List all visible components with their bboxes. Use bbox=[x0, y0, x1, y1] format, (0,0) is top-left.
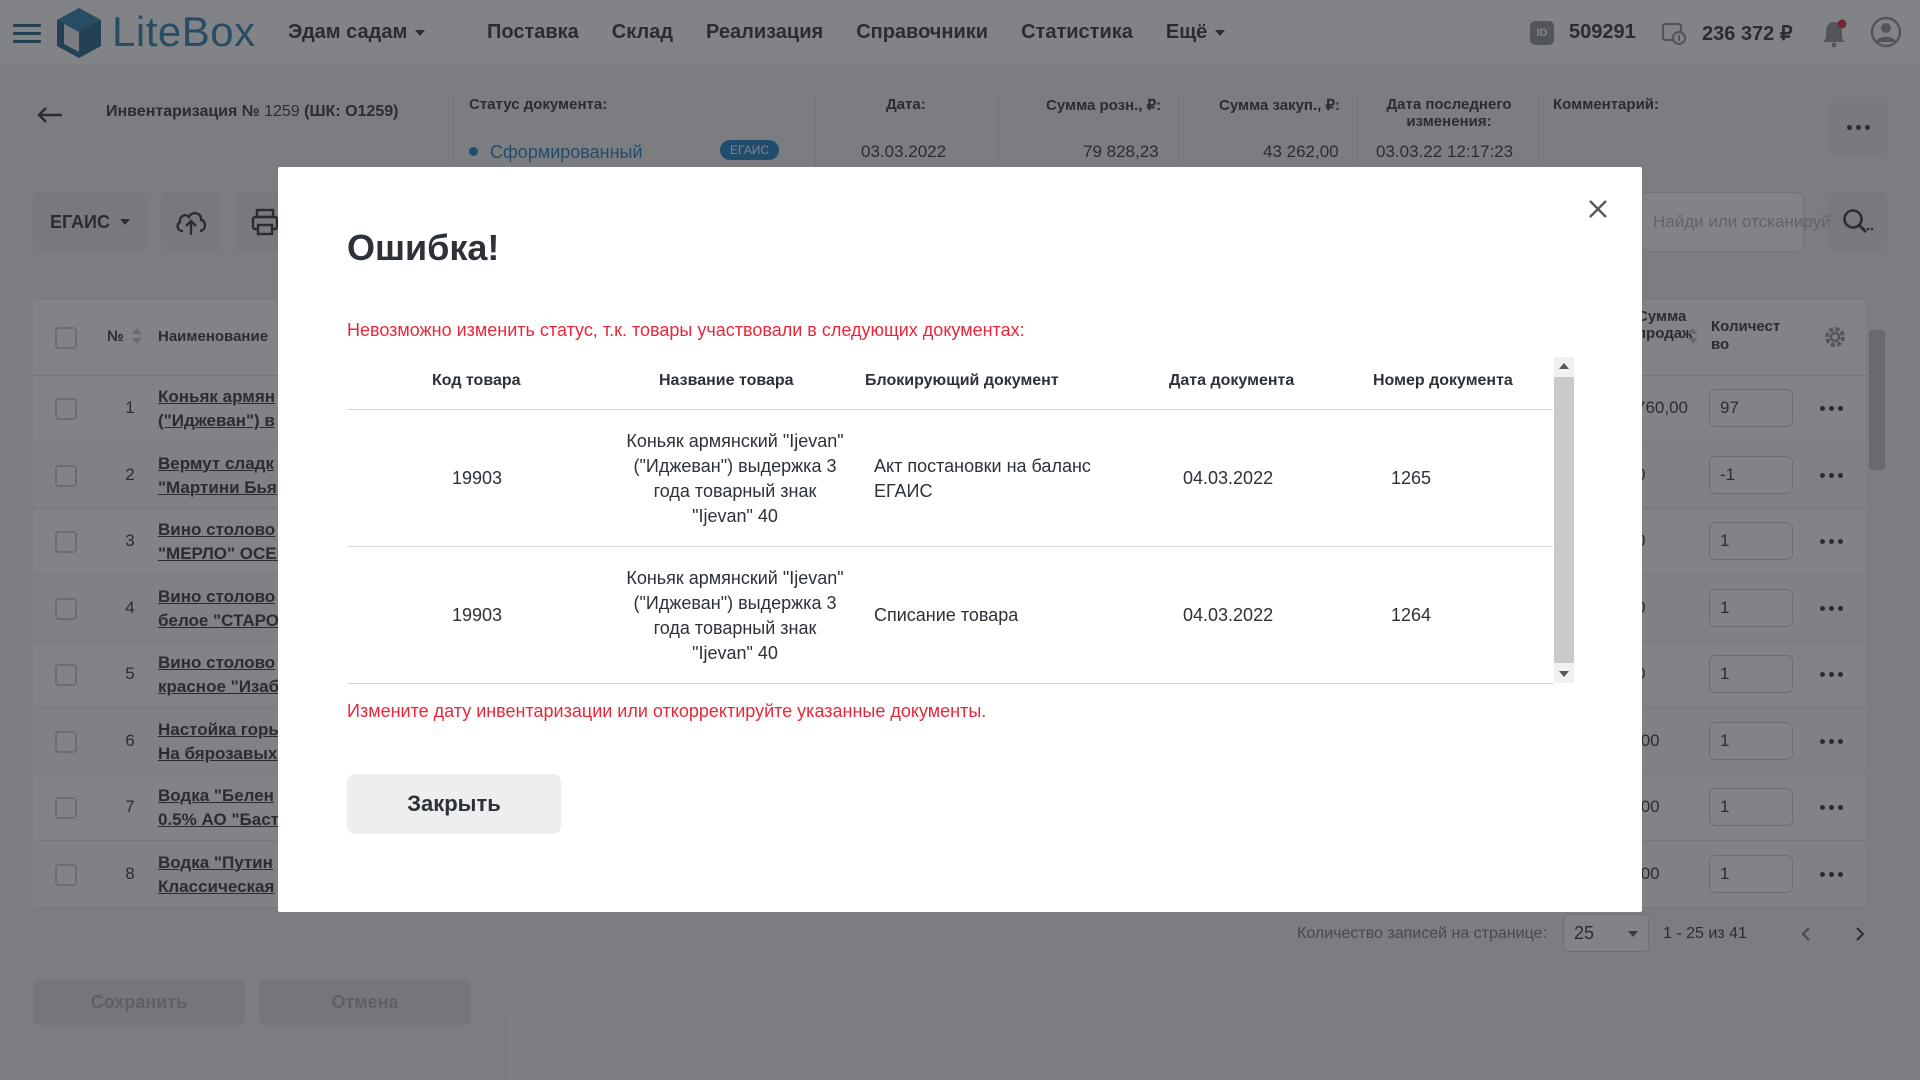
scroll-up-icon[interactable] bbox=[1559, 363, 1569, 369]
cell-blocking-document-line: ЕГАИС bbox=[874, 480, 933, 501]
cell-product-code: 19903 bbox=[451, 468, 503, 488]
error-message: Невозможно изменить статус, т.к. товары участвовали в следующих документах: bbox=[347, 320, 1025, 340]
dialog-table-scrollbar[interactable] bbox=[1554, 357, 1574, 683]
blocking-row bbox=[347, 410, 1553, 547]
close-icon[interactable] bbox=[1586, 197, 1610, 221]
cell-document-number: 1265 bbox=[1391, 468, 1432, 488]
cell-product-code: 19903 bbox=[451, 605, 503, 625]
error-dialog bbox=[278, 167, 1642, 912]
col-product-name: Название товара bbox=[659, 372, 794, 389]
cell-product-name-line: Коньяк армянский "Ijevan" bbox=[626, 567, 844, 588]
dialog-title: Ошибка! bbox=[347, 227, 500, 268]
cell-document-date: 04.03.2022 bbox=[1183, 605, 1274, 625]
cell-product-name-line: года товарный знак bbox=[653, 480, 817, 501]
cell-product-name-line: ("Иджеван") выдержка 3 bbox=[633, 592, 837, 613]
scroll-down-icon[interactable] bbox=[1559, 671, 1569, 677]
blocking-table-header bbox=[347, 357, 1553, 410]
col-blocking-document: Блокирующий документ bbox=[865, 372, 1059, 389]
cell-blocking-document bbox=[874, 603, 1134, 628]
col-document-number: Номер документа bbox=[1373, 372, 1513, 389]
blocking-row bbox=[347, 547, 1553, 684]
cell-product-name bbox=[605, 566, 865, 666]
cell-blocking-document-line: Списание товара bbox=[874, 605, 1019, 625]
cell-product-name bbox=[605, 429, 865, 529]
close-dialog-button[interactable]: Закрыть bbox=[347, 774, 561, 834]
cell-document-date: 04.03.2022 bbox=[1183, 468, 1274, 488]
error-hint: Измените дату инвентаризации или откорректируйте указанные документы. bbox=[347, 701, 987, 721]
cell-product-name-line: "Ijevan" 40 bbox=[692, 505, 778, 526]
blocking-documents-table bbox=[347, 357, 1553, 683]
cell-product-name-line: Коньяк армянский "Ijevan" bbox=[626, 430, 844, 451]
col-product-code: Код товара bbox=[432, 372, 521, 389]
cell-blocking-document-line: Акт постановки на баланс bbox=[874, 455, 1091, 476]
cell-product-name-line: года товарный знак bbox=[653, 617, 817, 638]
cell-blocking-document bbox=[874, 454, 1134, 504]
cell-document-number: 1264 bbox=[1391, 605, 1432, 625]
cell-product-name-line: "Ijevan" 40 bbox=[692, 642, 778, 663]
col-document-date: Дата документа bbox=[1169, 372, 1295, 389]
cell-product-name-line: ("Иджеван") выдержка 3 bbox=[633, 455, 837, 476]
scrollbar-thumb[interactable] bbox=[1554, 377, 1574, 663]
